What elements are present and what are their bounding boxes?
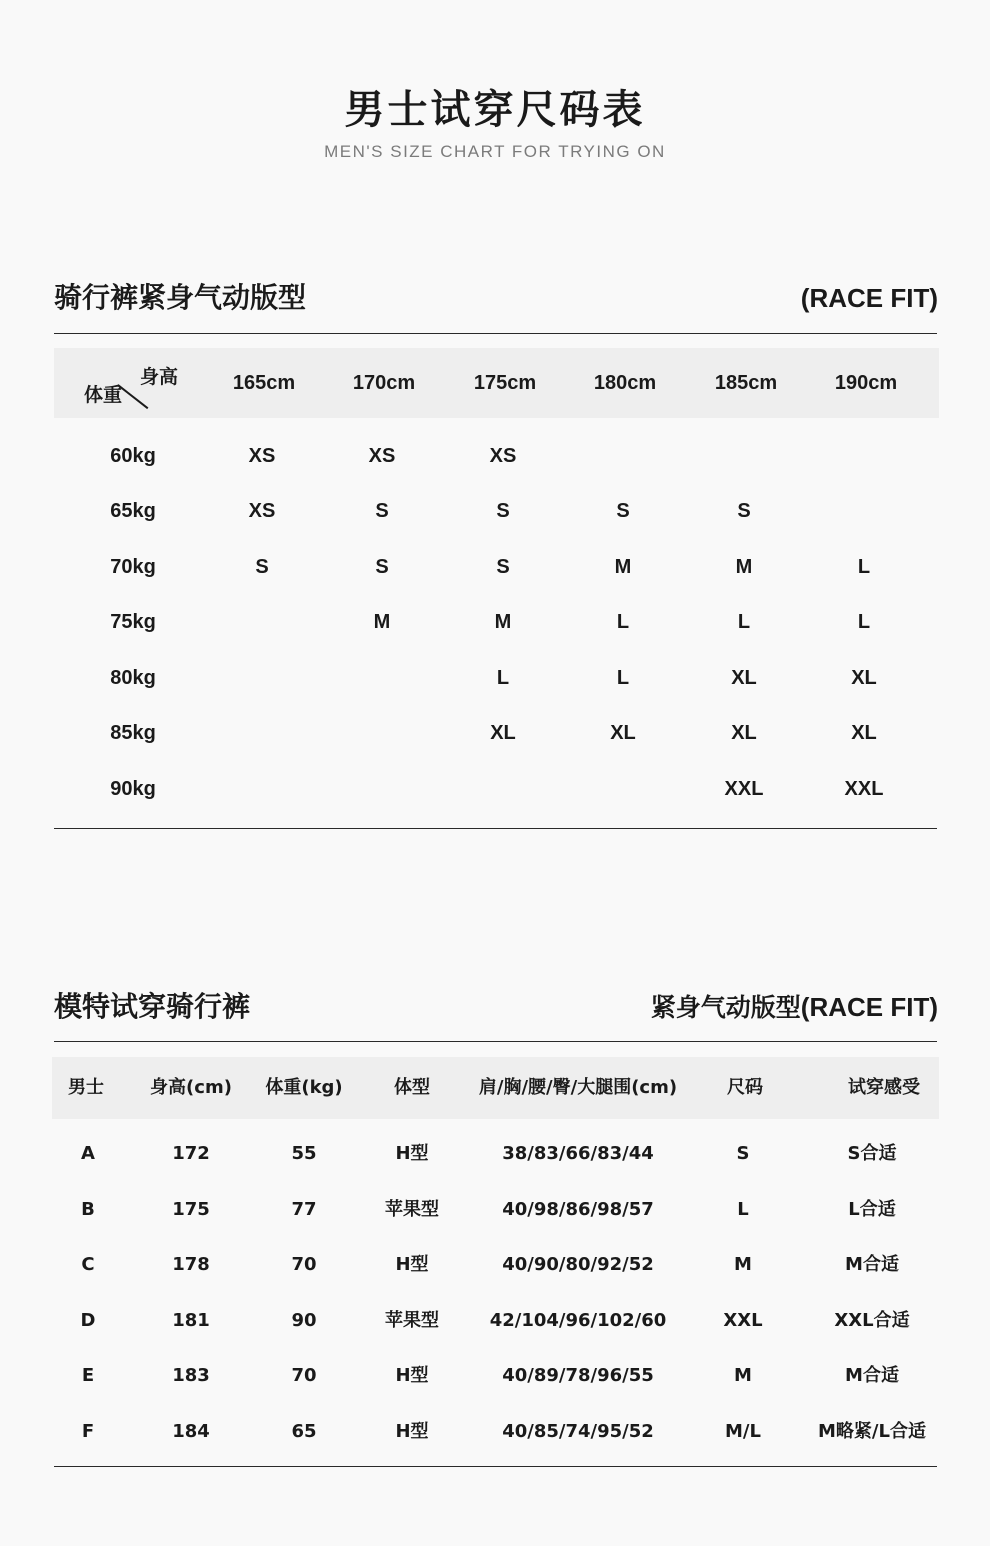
- measurements-cell: 40/85/74/95/52: [502, 1421, 654, 1442]
- model-col-header: 肩/胸/腰/臀/大腿围(cm): [478, 1077, 678, 1098]
- section2-bottom-rule: [54, 1466, 937, 1467]
- table-row: [0, 429, 990, 484]
- size-cell: [202, 595, 322, 650]
- model-cell: C: [81, 1254, 95, 1275]
- body-type-cell: 苹果型: [385, 1199, 439, 1220]
- model-cell: A: [81, 1143, 95, 1164]
- fit-feedback-cell: M略紧/L合适: [818, 1421, 926, 1442]
- table-row: [0, 1237, 990, 1292]
- section1-title: 骑行裤紧身气动版型: [54, 281, 307, 314]
- size-cell: XL: [731, 667, 757, 689]
- table-row: [0, 484, 990, 539]
- size-cell: XL: [731, 722, 757, 744]
- fit-feedback-cell: L合适: [848, 1199, 896, 1220]
- model-col-header: 体重(kg): [265, 1077, 343, 1098]
- size-cell: L: [616, 667, 630, 689]
- model-col-header: 男士: [68, 1077, 104, 1098]
- size-cell: S: [496, 556, 510, 578]
- section1-header: [54, 278, 938, 318]
- weight-cell: 65: [291, 1421, 317, 1442]
- body-type-cell: H型: [395, 1421, 429, 1442]
- height-cell: 181: [172, 1310, 210, 1331]
- weight-cell: 77: [291, 1199, 317, 1220]
- section2-top-rule: [54, 1041, 937, 1042]
- size-cell: L: [496, 667, 510, 689]
- weight-cell: 70: [291, 1254, 317, 1275]
- size-cell: M: [614, 556, 632, 578]
- weight-cell: 60kg: [110, 445, 156, 467]
- size-cell: [804, 429, 924, 484]
- body-type-cell: 苹果型: [385, 1310, 439, 1331]
- size-cell: S: [375, 500, 389, 522]
- height-col-header: 165cm: [232, 372, 296, 394]
- size-cell: S: [616, 500, 630, 522]
- section2-header: [54, 987, 938, 1027]
- section2-tag: [651, 987, 938, 1028]
- size-cell: L: [616, 611, 630, 633]
- table-row: [0, 1348, 990, 1403]
- size-cell: [322, 651, 442, 706]
- size-cell: S: [496, 500, 510, 522]
- size-cell: XL: [851, 667, 877, 689]
- weight-cell: 85kg: [110, 722, 156, 744]
- corner-height-label: 身高: [140, 366, 179, 388]
- size-cell: L: [857, 611, 871, 633]
- fit-feedback-cell: S合适: [847, 1143, 897, 1164]
- size-cell: M/L: [725, 1421, 761, 1442]
- size-cell: XL: [851, 722, 877, 744]
- measurements-cell: 40/89/78/96/55: [502, 1365, 654, 1386]
- size-cell: [202, 762, 322, 817]
- weight-cell: 80kg: [110, 667, 156, 689]
- measurements-cell: 42/104/96/102/60: [489, 1310, 667, 1331]
- model-cell: F: [81, 1421, 95, 1442]
- table-row: [0, 762, 990, 817]
- size-cell: [804, 484, 924, 539]
- weight-cell: 90kg: [110, 778, 156, 800]
- size-cell: [563, 762, 683, 817]
- size-cell: [202, 651, 322, 706]
- table-row: [0, 651, 990, 706]
- page-title: 男士试穿尺码表: [344, 87, 646, 133]
- size-cell: L: [737, 1199, 749, 1220]
- fit-feedback-cell: M合适: [845, 1254, 899, 1275]
- size-cell: S: [375, 556, 389, 578]
- weight-cell: 75kg: [110, 611, 156, 633]
- size-cell: M: [373, 611, 391, 633]
- model-col-header: 试穿感受: [848, 1077, 920, 1098]
- size-cell: [322, 706, 442, 761]
- body-type-cell: H型: [395, 1143, 429, 1164]
- size-cell: XXL: [724, 778, 764, 800]
- table-row: [0, 1182, 990, 1237]
- height-col-header: 175cm: [473, 372, 537, 394]
- size-cell: XS: [248, 500, 276, 522]
- size-cell: XXL: [723, 1310, 763, 1331]
- model-cell: B: [81, 1199, 95, 1220]
- model-col-header: 尺码: [727, 1077, 763, 1098]
- size-cell: XXL: [844, 778, 884, 800]
- height-col-header: 180cm: [593, 372, 657, 394]
- measurements-cell: 38/83/66/83/44: [502, 1143, 654, 1164]
- table-row: [0, 1404, 990, 1459]
- weight-cell: 70kg: [110, 556, 156, 578]
- fit-feedback-cell: XXL合适: [834, 1310, 910, 1331]
- height-col-header: 170cm: [352, 372, 416, 394]
- weight-cell: 65kg: [110, 500, 156, 522]
- size-cell: M: [734, 1365, 752, 1386]
- weight-cell: 55: [291, 1143, 317, 1164]
- size-cell: M: [494, 611, 512, 633]
- section2-title: 模特试穿骑行裤: [54, 990, 251, 1023]
- height-cell: 172: [172, 1143, 210, 1164]
- size-cell: XS: [368, 445, 396, 467]
- body-type-cell: H型: [395, 1254, 429, 1275]
- table-row: [0, 595, 990, 650]
- model-col-header: 体型: [394, 1077, 430, 1098]
- table-row: [0, 706, 990, 761]
- height-cell: 183: [172, 1365, 210, 1386]
- page-subtitle: MEN'S SIZE CHART FOR TRYING ON: [324, 142, 666, 161]
- size-cell: L: [857, 556, 871, 578]
- measurements-cell: 40/90/80/92/52: [502, 1254, 654, 1275]
- size-cell: [322, 762, 442, 817]
- table-row: [0, 1126, 990, 1181]
- size-cell: S: [255, 556, 269, 578]
- size-cell: [443, 762, 563, 817]
- size-cell: M: [734, 1254, 752, 1275]
- height-col-header: 185cm: [714, 372, 778, 394]
- fit-feedback-cell: M合适: [845, 1365, 899, 1386]
- weight-cell: 90: [291, 1310, 317, 1331]
- body-type-cell: H型: [395, 1365, 429, 1386]
- size-cell: L: [737, 611, 751, 633]
- section1-top-rule: [54, 333, 937, 334]
- measurements-cell: 40/98/86/98/57: [502, 1199, 654, 1220]
- size-cell: XS: [489, 445, 517, 467]
- height-cell: 178: [172, 1254, 210, 1275]
- section1-bottom-rule: [54, 828, 937, 829]
- size-cell: S: [736, 1143, 750, 1164]
- model-col-header: 身高(cm): [150, 1077, 232, 1098]
- size-cell: M: [735, 556, 753, 578]
- size-cell: S: [737, 500, 751, 522]
- size-cell: XS: [248, 445, 276, 467]
- size-cell: [202, 706, 322, 761]
- size-cell: XL: [490, 722, 516, 744]
- weight-cell: 70: [291, 1365, 317, 1386]
- table-row: [0, 540, 990, 595]
- height-col-header: 190cm: [834, 372, 898, 394]
- size-cell: XL: [610, 722, 636, 744]
- height-cell: 184: [172, 1421, 210, 1442]
- table-row: [0, 1293, 990, 1348]
- section1-tag: (RACE FIT): [800, 283, 938, 313]
- corner-weight-label: 体重: [84, 384, 123, 406]
- size-cell: [563, 429, 683, 484]
- model-cell: E: [81, 1365, 95, 1386]
- height-cell: 175: [172, 1199, 210, 1220]
- size-cell: [684, 429, 804, 484]
- section2-tag-cn: 紧身气动版型: [650, 993, 801, 1022]
- section2-tag-en: (RACE FIT): [800, 992, 938, 1022]
- model-cell: D: [80, 1310, 96, 1331]
